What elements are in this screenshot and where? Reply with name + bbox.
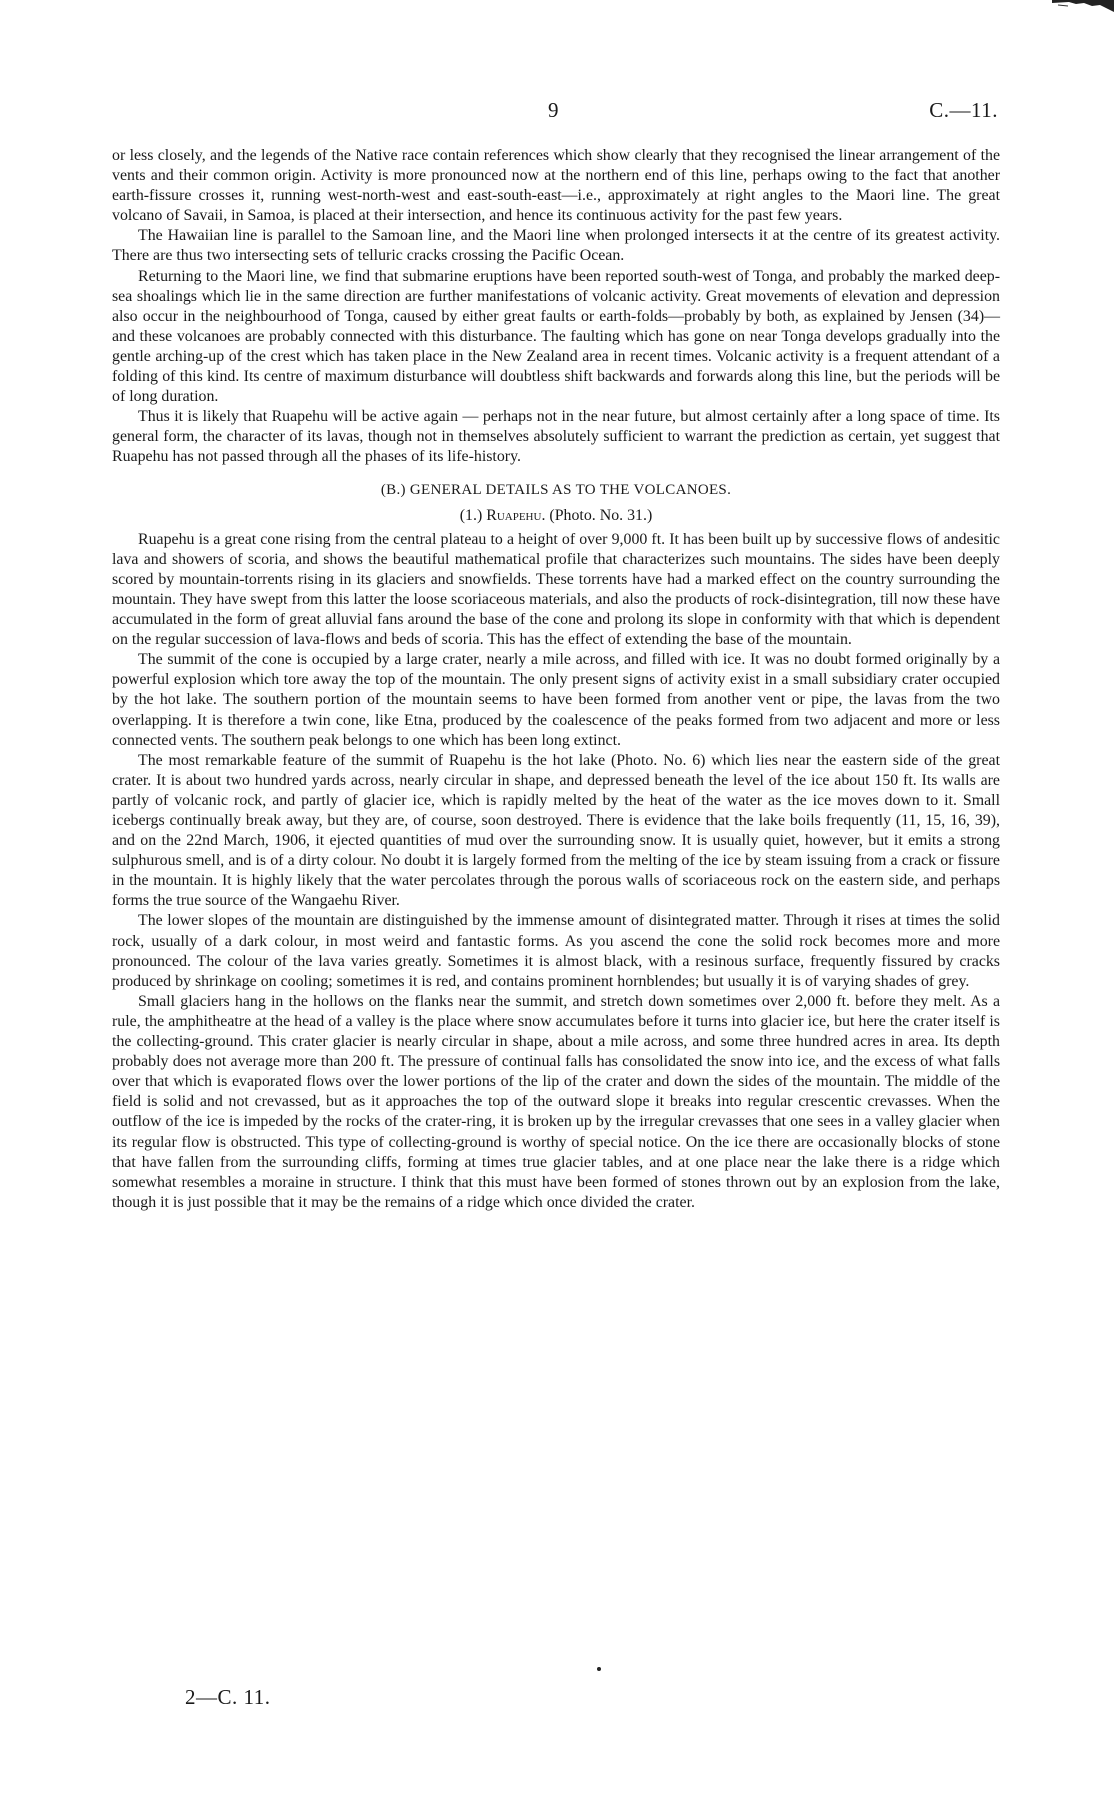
paragraph: Small glaciers hang in the hollows on the flanks near the summit, and stretch down sometimes over 2,000 ft. before they melt. As a rule, the amphitheatre at the head of a valley is the place where snow accumulates before it turns into glacier ice, but here the crater itself is the collecting-ground. This crater glacier is nearly circular in shape, about a mile across, and some three hundred acres in area. Its depth probably does not average more than 200 ft. The pressure of continual falls has consolidated the snow into ice, and the excess of what falls over that which is evaporated flows over the lower portions of the lip of the crater and down the sides of the mountain. The middle of the field is solid and not crevassed, but as it approaches the top of the outward slope it breaks into regular crescentic crevasses. When the outflow of the ice is impeded by the rocks of the crater-ring, it is broken up by the irregular crevasses that one sees in a valley glacier when its regular flow is obstructed. This type of collecting-ground is worthy of special notice. On the ice there are occasionally blocks of stone that have fallen from the surrounding cliffs, forming at times true glacier tables, and at one place near the lake there is a ridge which somewhat resembles a moraine in structure. I think that this must have been formed of stones thrown out by an explosion from the lake, though it is just possible that it may be the remains of a ridge which once divided the crater. (112, 992, 1000, 1211)
page-signature: 2—C. 11. (185, 1685, 271, 1709)
body-text (112, 146, 1000, 1213)
paragraph: The lower slopes of the mountain are distinguished by the immense amount of disintegrated matter. Through it rises at times the solid rock, usually of a dark colour, in most weird and fantastic forms. As you ascend the cone the solid rock becomes more and more pronounced. The colour of the lava varies greatly. Sometimes it is almost black, with a resinous surface, frequently fissured by cracks produced by shrinkage on cooling; sometimes it is red, and contains prominent hornblendes; but usually it is of varying shades of grey. (112, 912, 1000, 990)
paragraph: The Hawaiian line is parallel to the Samoan line, and the Maori line when prolonged intersects it at the centre of its greatest activity. There are thus two intersecting sets of telluric cracks crossing the Pacific Ocean. (112, 227, 1000, 265)
page-header (108, 98, 998, 126)
paragraph: Ruapehu is a great cone rising from the central plateau to a height of over 9,000 ft. It has been built up by successive flows of andesitic lava and showers of scoria, and shows the beautiful mathematical profile that characterizes such mountains. The sides have been deeply scored by mountain-torrents rising in its glaciers and snowfields. These torrents have had a marked effect on the country surrounding the mountain. They have swept from this latter the loose scoriaceous materials, and also the products of rock-disintegration, till now these have accumulated in the form of great alluvial fans around the base of the cone and prolong its slope in conformity with that which is dependent on the regular succession of lava-flows and beds of scoria. This has the effect of extending the base of the mountain. (112, 530, 1000, 649)
paragraph: The summit of the cone is occupied by a large crater, nearly a mile across, and filled with ice. It was no doubt formed originally by a powerful explosion which tore away the top of the mountain. The only present signs of activity exist in a small subsidiary crater occupied by the hot lake. The southern portion of the mountain seems to have been formed from another vent or pipe, the lavas from the two overlapping. It is therefore a twin cone, like Etna, produced by the coalescence of the peaks formed from two adjacent and more or less connected vents. The southern peak belongs to one which has been long extinct. (112, 651, 1000, 749)
paragraph: or less closely, and the legends of the Native race contain references which show clearly that they recognised the linear arrangement of the vents and their common origin. Activity is more pronounced now at the northern end of this line, perhaps owing to the fact that another earth-fissure crosses it, running west-north-west and east-south-east—i.e., approximately at right angles to the Maori line. The great volcano of Savaii, in Samoa, is placed at their intersection, and hence its continuous activity for the past few years. (112, 147, 1000, 225)
subsection-name: Ruapehu. (486, 506, 546, 524)
subsection-photo-ref: (Photo. No. 31.) (549, 506, 653, 524)
paragraph: The most remarkable feature of the summit of Ruapehu is the hot lake (Photo. No. 6) which lies near the eastern side of the great crater. It is about two hundred yards across, nearly circular in shape, and depressed beneath the level of the ice about 150 ft. Its walls are partly of volcanic rock, and partly of glacier ice, which is rapidly melted by the heat of the water as the ice moves down to it. Small icebergs continually break away, but they are, of course, soon destroyed. There is evidence that the lake boils frequently (11, 15, 16, 39), and on the 22nd March, 1906, it ejected quantities of mud over the surrounding snow. It is usually quiet, however, but it emits a strong sulphurous smell, and is of a dirty colour. No doubt it is largely formed from the melting of the ice by steam issuing from a crack or fissure in the mountain. It is highly likely that the water percolates through the porous walls of scoriaceous rock on the eastern side, and perhaps forms the true source of the Wangaehu River. (112, 751, 1000, 910)
document-reference: C.—11. (929, 98, 998, 122)
subsection-number: (1.) (459, 506, 483, 524)
subsection-heading (112, 506, 1000, 526)
paragraph: Thus it is likely that Ruapehu will be active again — perhaps not in the near future, but almost certainly after a long space of time. Its general form, the character of its lavas, though not in themselves absolutely sufficient to warrant the prediction as certain, yet suggest that Ruapehu has not passed through all the phases of its life-history. (112, 408, 1000, 466)
page-number: 9 (548, 98, 559, 122)
paragraph: Returning to the Maori line, we find that submarine eruptions have been reported south-west of Tonga, and probably the marked deep-sea shoalings which lie in the same direction are further manifestations of volcanic activity. Great movements of elevation and depression also occur in the neighbourhood of Tonga, caused by either great faults or earth-folds—probably by both, as explained by Jensen (34)—and these volcanoes are probably connected with this disturbance. The faulting which has gone on near Tonga develops gradually into the gentle arching-up of the crest which has taken place in the New Zealand area in recent times. Volcanic activity is a frequent attendant of a folding of this kind. Its centre of maximum disturbance will doubtless shift backwards and forwards along this line, but the periods will be of long duration. (112, 267, 1000, 406)
scan-corner-mark (1024, 0, 1114, 14)
section-heading: (B.) GENERAL DETAILS AS TO THE VOLCANOES. (380, 481, 732, 498)
ink-speck (597, 1667, 601, 1671)
